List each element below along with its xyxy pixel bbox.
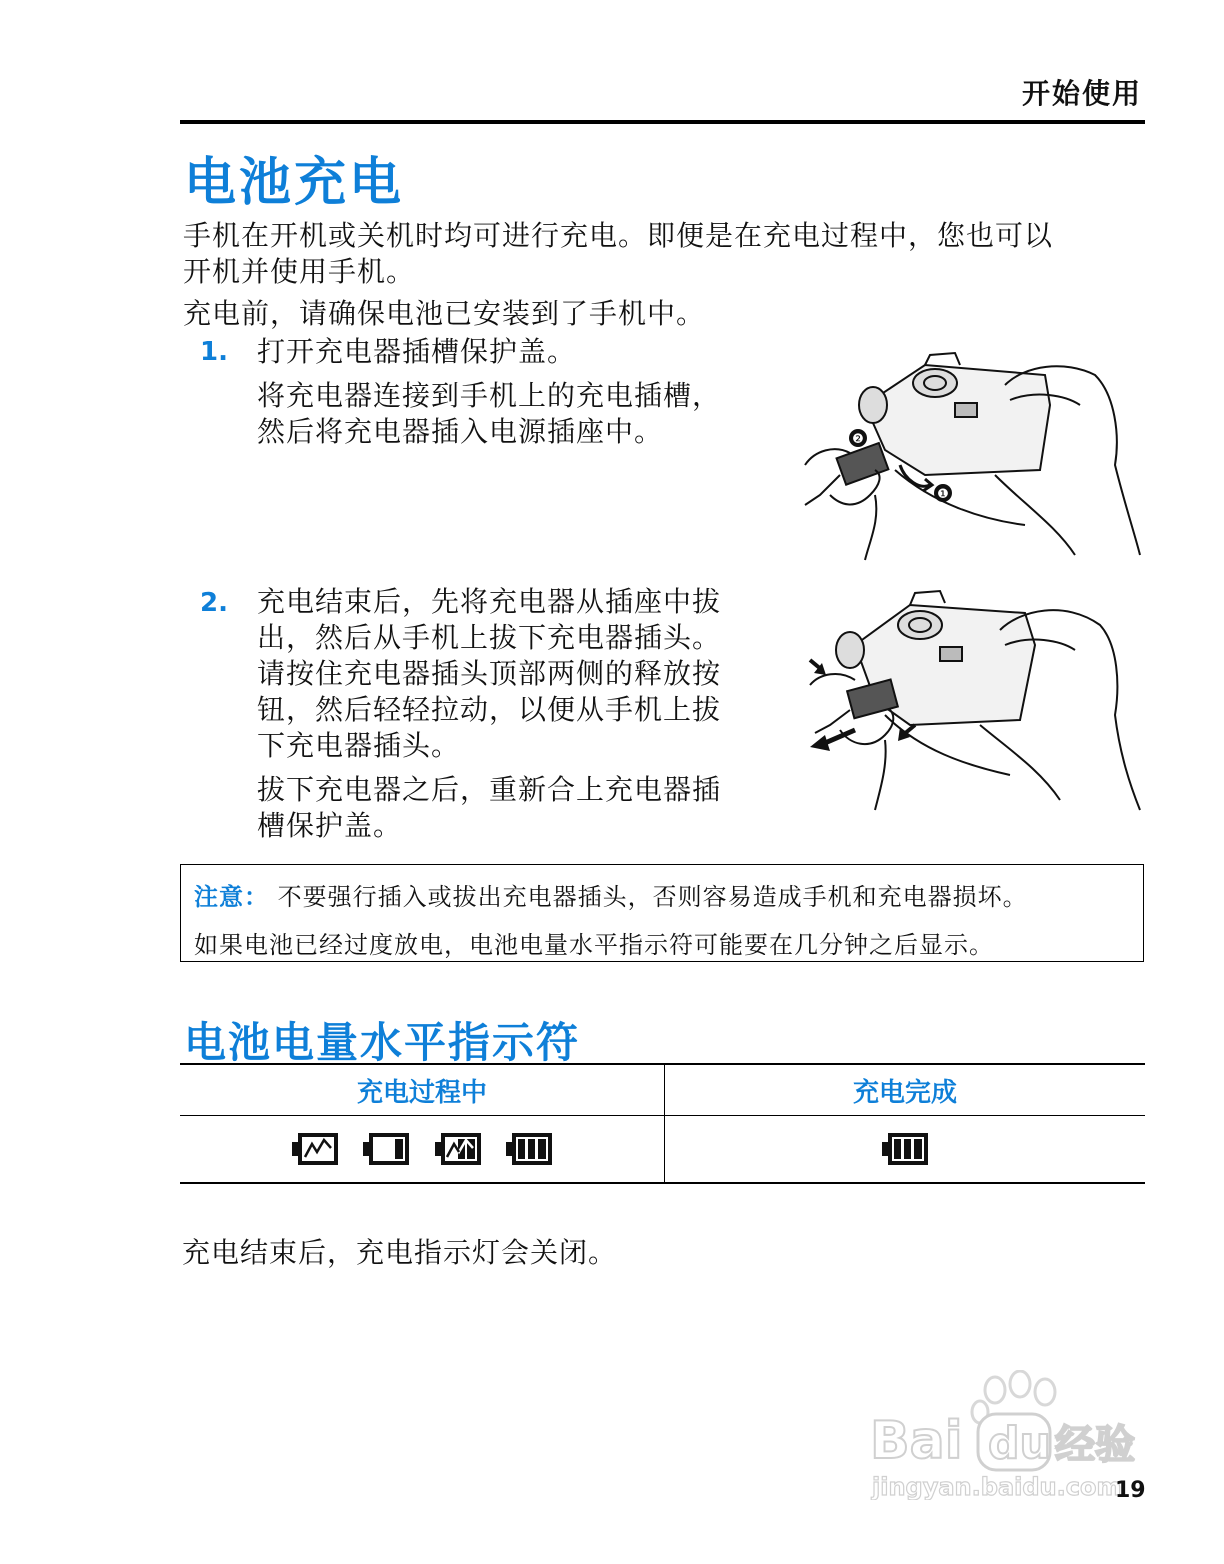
column-header-charging: 充电过程中 xyxy=(180,1064,665,1116)
svg-text:经验: 经验 xyxy=(1055,1422,1135,1468)
section-label: 开始使用 xyxy=(1021,77,1142,110)
battery-one-bar-icon xyxy=(361,1130,411,1168)
step-2-detail-line2: 槽保护盖。 xyxy=(257,809,403,842)
complete-icons-cell xyxy=(665,1116,1146,1184)
svg-text:du: du xyxy=(988,1418,1051,1469)
step-2-line5: 下充电器插头。 xyxy=(257,729,461,762)
battery-full-icon xyxy=(504,1130,554,1168)
closing-note: 充电结束后，充电指示灯会关闭。 xyxy=(182,1236,618,1269)
step-1-detail-line1: 将充电器连接到手机上的充电插槽， xyxy=(257,379,722,412)
note-line-2: 如果电池已经过度放电，电池电量水平指示符可能要在几分钟之后显示。 xyxy=(194,931,994,959)
header-rule xyxy=(180,120,1145,124)
note-line-1 xyxy=(194,877,1028,912)
battery-full-icon xyxy=(880,1130,930,1168)
battery-charging-bars-icon xyxy=(433,1130,483,1168)
step-2-line3: 请按住充电器插头顶部两侧的释放按 xyxy=(257,657,722,690)
step-1-text: 打开充电器插槽保护盖。 xyxy=(257,335,577,368)
intro-paragraph-line1: 手机在开机或关机时均可进行充电。即便是在充电过程中，您也可以 xyxy=(183,219,1054,252)
step-1-number: 1. xyxy=(200,337,228,367)
step-1-detail-line2: 然后将充电器插入电源插座中。 xyxy=(257,415,664,448)
battery-level-table xyxy=(180,1063,1145,1184)
figure-marker-1: ❶ xyxy=(937,487,949,502)
column-header-complete: 充电完成 xyxy=(665,1064,1146,1116)
note-label: 注意： xyxy=(194,883,269,911)
intro-paragraph-line2: 开机并使用手机。 xyxy=(183,255,416,288)
step-2-line1: 充电结束后，先将充电器从插座中拔 xyxy=(257,585,722,618)
figure-marker-2: ❷ xyxy=(852,432,864,447)
page-number: 19 xyxy=(1115,1478,1146,1503)
intro-paragraph-2: 充电前，请确保电池已安装到了手机中。 xyxy=(183,297,706,330)
step-2-number: 2. xyxy=(200,588,228,618)
battery-section-title: 电池电量水平指示符 xyxy=(184,1018,581,1067)
note-text-1: 不要强行插入或拔出充电器插头，否则容易造成手机和充电器损坏。 xyxy=(277,883,1028,911)
note-box xyxy=(180,864,1144,962)
step-2-line2: 出，然后从手机上拔下充电器插头。 xyxy=(257,621,722,654)
charging-icons-cell xyxy=(180,1116,665,1184)
svg-text:Bai: Bai xyxy=(870,1411,963,1471)
step-2-line4: 钮，然后轻轻拉动，以便从手机上拔 xyxy=(257,693,722,726)
page-title: 电池充电 xyxy=(184,153,405,213)
svg-text:jingyan.baidu.com: jingyan.baidu.com xyxy=(872,1473,1122,1500)
battery-charging-empty-icon xyxy=(290,1130,340,1168)
charger-remove-illustration xyxy=(800,585,1145,820)
charger-connect-illustration xyxy=(795,345,1145,565)
step-2-detail-line1: 拔下充电器之后，重新合上充电器插 xyxy=(257,773,722,806)
